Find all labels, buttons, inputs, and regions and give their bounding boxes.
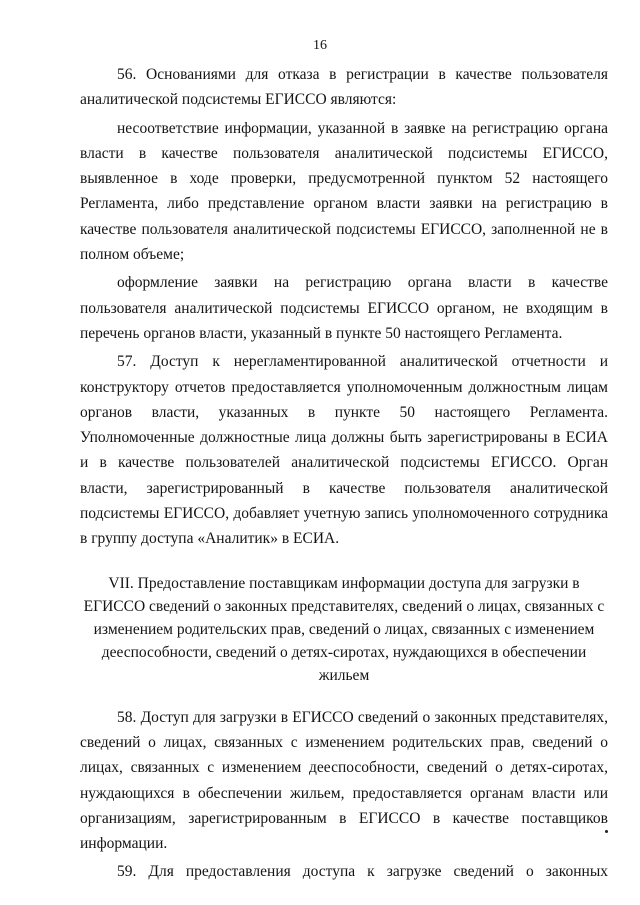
document-body (80, 62, 608, 885)
scan-speck (605, 830, 608, 833)
paragraph-57: 57. Доступ к нерегламентированной аналитической отчетности и конструктору отчетов предоставляется уполномоченным должностным лицам органов власти, указанных в пункте 50 настоящего Регламента. Уполномоченные должностные лица должны быть зарегистрированы в ЕСИА и в качестве пользователей аналитической подсистемы ЕГИССО. Орган власти, зарегистрированный в качестве пользователя аналитической подсистемы ЕГИССО, добавляет учетную запись уполномоченного сотрудника в группу доступа «Аналитик» в ЕСИА. (80, 353, 608, 548)
paragraph-59: 59. Для предоставления доступа к загрузке сведений о законных (117, 863, 608, 881)
section-heading: VII. Предоставление поставщикам информации доступа для загрузки в ЕГИССО сведений о законных представителях, сведений о лицах, связанных с изменением родительских прав, сведений о лицах, связанных с изменением дееспособности, сведений о детях-сиротах, нуждающихся в обеспечении жильем (83, 574, 605, 684)
paragraph-56: 56. Основаниями для отказа в регистрации в качестве пользователя аналитической подсистемы ЕГИССО являются: (80, 66, 608, 109)
paragraph-56-item-2: оформление заявки на регистрацию органа власти в качестве пользователя аналитической подсистемы ЕГИССО органом, не входящим в перечень органов власти, указанный в пункте 50 настоящего Регламента. (80, 274, 608, 342)
paragraph-56-item-1: несоответствие информации, указанной в заявке на регистрацию органа власти в качестве пользователя аналитической подсистемы ЕГИССО, выявленное в ходе проверки, предусмотренной пунктом 52 настоящего Регламента, либо представление органом власти заявки на регистрацию в качестве пользователя аналитической подсистемы ЕГИССО, заполненной не в полном объеме; (80, 119, 608, 264)
paragraph-58: 58. Доступ для загрузки в ЕГИССО сведений о законных представителях, сведений о лицах, связанных с изменением родительских прав, сведений о лицах, связанных с изменением дееспособности, сведений о детях-сиротах, нуждающихся в обеспечении жильем, предоставляется органам власти или организациям, зарегистрированным в ЕГИССО в качестве поставщиков информации. (80, 708, 608, 853)
page-number: 16 (313, 38, 327, 53)
